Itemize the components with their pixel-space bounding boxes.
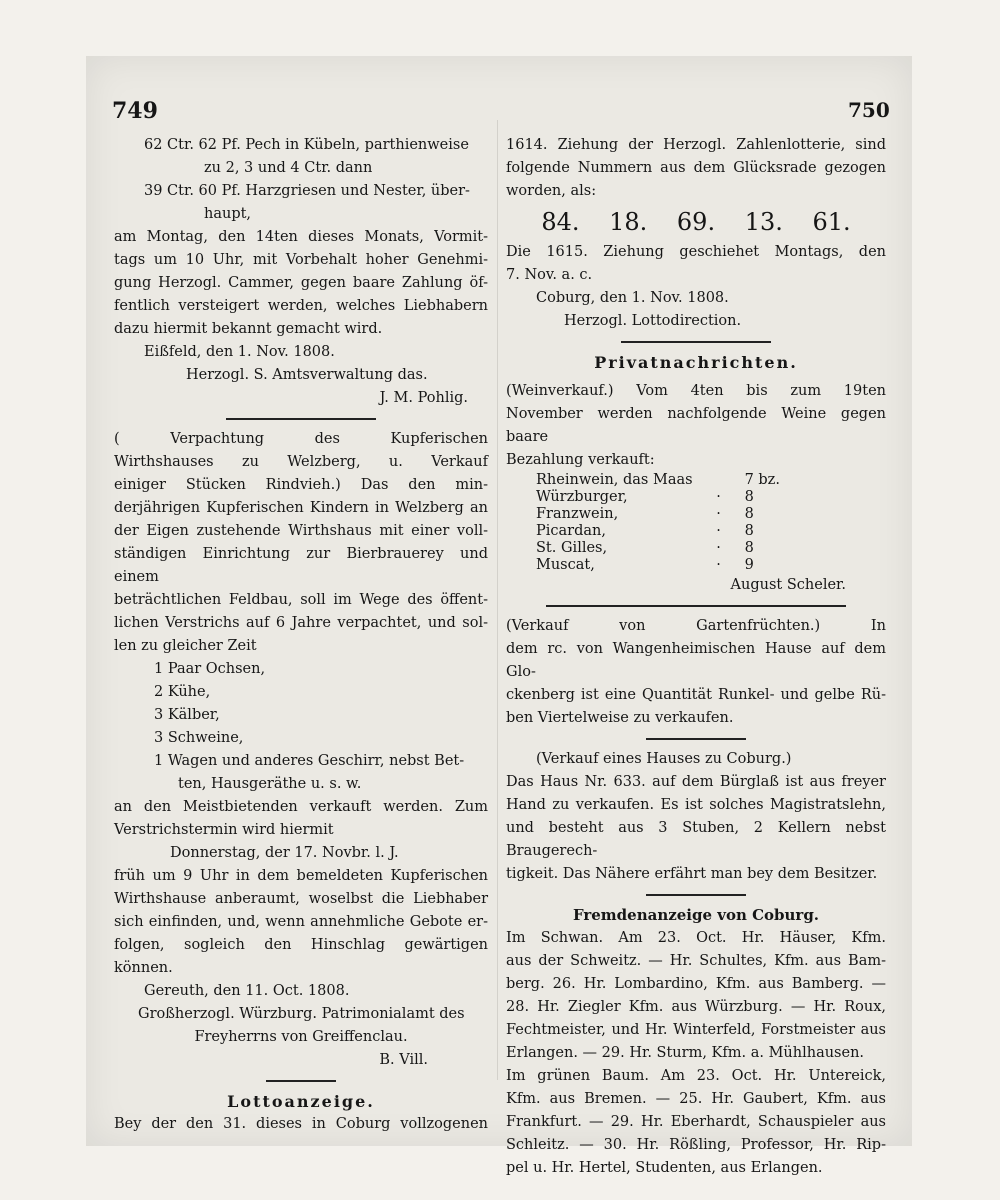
wine-dot: · [716, 489, 721, 505]
wine-name: Muscat, [536, 557, 595, 573]
wine-name: Picardan, [536, 523, 606, 539]
wine-name: Würzburger, [536, 489, 628, 505]
text-line: 7. Nov. a. c. [506, 267, 593, 283]
office-name: Herzogl. S. Amtsverwaltung das. [186, 367, 428, 383]
office-name: Herzogl. Lottodirection. [564, 313, 742, 329]
page-number-right: 750 [848, 98, 890, 122]
text-line: ( Verpachtung des Kupferischen [114, 431, 488, 447]
text-line: Erlangen. — 29. Hr. Sturm, Kfm. a. Mühlhausen. [506, 1045, 865, 1061]
section-divider [546, 605, 846, 607]
section-divider [621, 341, 771, 343]
right-column [506, 134, 886, 1180]
text-line: tags um 10 Uhr, mit Vorbehalt hoher Genehmi- [114, 252, 488, 268]
text-line: 28. Hr. Ziegler Kfm. aus Würzburg. — Hr. Roux, [506, 999, 886, 1015]
private-heading: Privatnachrichten. [594, 353, 798, 372]
text-line: Wirthshause anberaumt, woselbst die Liebhaber [114, 891, 488, 907]
item-line: 39 Ctr. 60 Pf. Harzgriesen und Nester, über- [144, 183, 470, 199]
wine-table [536, 472, 793, 574]
text-line: Verstrichstermin wird hiermit [114, 822, 334, 838]
wine-name: Franzwein, [536, 506, 619, 522]
wine-price: 8 [744, 506, 754, 522]
list-item: ten, Hausgeräthe u. s. w. [178, 776, 362, 792]
text-line: sich einfinden, und, wenn annehmliche Gebote er- [114, 914, 488, 930]
section-divider [266, 1080, 336, 1082]
text-line: beträchtlichen Feldbau, soll im Wege des öffent- [114, 592, 488, 608]
text-line: Im grünen Baum. Am 23. Oct. Hr. Untereick, [506, 1068, 886, 1084]
text-line: November werden nachfolgende Weine gegen baare [506, 406, 886, 445]
signature: August Scheler. [730, 577, 846, 593]
text-line: Hand zu verkaufen. Es ist solches Magistratslehn, [506, 797, 886, 813]
text-line: fentlich versteigert werden, welches Liebhabern [114, 298, 488, 314]
column-fold [497, 120, 498, 1080]
lotto-heading: Lottoanzeige. [227, 1092, 375, 1111]
wine-dot: · [716, 557, 721, 573]
text-line: aus der Schweitz. — Hr. Schultes, Kfm. aus Bam- [506, 953, 886, 969]
signature: J. M. Pohlig. [379, 390, 468, 406]
text-line: (Weinverkauf.) Vom 4ten bis zum 19ten [506, 383, 886, 399]
text-line: einiger Stücken Rindvieh.) Das den min- [114, 477, 488, 493]
list-item: 3 Schweine, [154, 730, 244, 746]
wine-dot: · [716, 523, 721, 539]
list-item: 3 Kälber, [154, 707, 220, 723]
text-line: berg. 26. Hr. Lombardino, Kfm. aus Bamberg. — [506, 976, 886, 992]
place-date: Coburg, den 1. Nov. 1808. [536, 290, 729, 306]
text-line: Im Schwan. Am 23. Oct. Hr. Häuser, Kfm. [506, 930, 886, 946]
text-line: tigkeit. Das Nähere erfährt man bey dem Besitzer. [506, 866, 878, 882]
text-line: (Verkauf von Gartenfrüchten.) In [506, 618, 886, 634]
wine-price: 7 bz. [744, 472, 780, 488]
text-line: lichen Verstrichs auf 6 Jahre verpachtet, und sol- [114, 615, 488, 631]
text-line: und besteht aus 3 Stuben, 2 Kellern nebst Braugerech- [506, 820, 886, 859]
text-line: ckenberg ist eine Quantität Runkel- und gelbe Rü- [506, 687, 886, 703]
text-line: Schleitz. — 30. Hr. Rößling, Professor, Hr. Rip- [506, 1137, 886, 1153]
wine-dot: · [716, 540, 721, 556]
text-line: folgen, sogleich den Hinschlag gewärtigen können. [114, 937, 488, 976]
text-line: am Montag, den 14ten dieses Monats, Vormit- [114, 229, 488, 245]
wine-row [536, 489, 793, 506]
place-date: Eißfeld, den 1. Nov. 1808. [144, 344, 335, 360]
text-line: dazu hiermit bekannt gemacht wird. [114, 321, 383, 337]
wine-name: Rheinwein, das Maas [536, 472, 693, 488]
wine-row [536, 557, 793, 574]
place-date: Gereuth, den 11. Oct. 1808. [144, 983, 350, 999]
wine-name: St. Gilles, [536, 540, 608, 556]
text-line: derjährigen Kupferischen Kindern in Welzberg an [114, 500, 488, 516]
wine-row [536, 472, 793, 489]
text-line: worden, als: [506, 183, 597, 199]
text-line: an den Meistbietenden verkauft werden. Zum [114, 799, 488, 815]
text-line: Fechtmeister, und Hr. Winterfeld, Forstmeister aus [506, 1022, 886, 1038]
text-line: dem rc. von Wangenheimischen Hause auf dem Glo- [506, 641, 886, 680]
wine-price: 8 [744, 540, 754, 556]
item-line: 62 Ctr. 62 Pf. Pech in Kübeln, parthienweise [144, 137, 469, 153]
list-item: 1 Wagen und anderes Geschirr, nebst Bet- [154, 753, 465, 769]
text-line: Bezahlung verkauft: [506, 452, 655, 468]
text-line: früh um 9 Uhr in dem bemeldeten Kupferischen [114, 868, 488, 884]
wine-dot [701, 472, 745, 489]
item-line: zu 2, 3 und 4 Ctr. dann [204, 160, 373, 176]
section-divider [226, 418, 376, 420]
text-line: (Verkauf eines Hauses zu Coburg.) [536, 751, 792, 767]
item-line: haupt, [204, 206, 252, 222]
list-item: 1 Paar Ochsen, [154, 661, 266, 677]
left-column [114, 134, 488, 1136]
travel-heading: Fremdenanzeige von Coburg. [572, 906, 820, 924]
text-line: Frankfurt. — 29. Hr. Eberhardt, Schauspieler aus [506, 1114, 886, 1130]
text-line: len zu gleicher Zeit [114, 638, 257, 654]
office-name: Großherzogl. Würzburg. Patrimonialamt des [138, 1006, 465, 1022]
wine-row [536, 506, 793, 523]
wine-price: 8 [744, 489, 754, 505]
lotto-numbers: 84. 18. 69. 13. 61. [541, 208, 851, 236]
section-divider [646, 738, 746, 740]
section-divider [646, 894, 746, 896]
text-line: gung Herzogl. Cammer, gegen baare Zahlung öf- [114, 275, 488, 291]
office-name: Freyherrns von Greiffenclau. [194, 1029, 408, 1045]
wine-price: 9 [744, 557, 754, 573]
wine-price: 8 [744, 523, 754, 539]
text-line: pel u. Hr. Hertel, Studenten, aus Erlangen. [506, 1160, 823, 1176]
text-line: 1614. Ziehung der Herzogl. Zahlenlotterie, sind [506, 137, 886, 153]
date-line: Donnerstag, der 17. Novbr. l. J. [170, 845, 399, 861]
text-line: Die 1615. Ziehung geschiehet Montags, den [506, 244, 886, 260]
wine-row [536, 523, 793, 540]
text-line: folgende Nummern aus dem Glücksrade gezogen [506, 160, 886, 176]
text-line: Bey der den 31. dieses in Coburg vollzogenen [114, 1116, 488, 1132]
text-line: ben Viertelweise zu verkaufen. [506, 710, 734, 726]
text-line: Kfm. aus Bremen. — 25. Hr. Gaubert, Kfm. aus [506, 1091, 886, 1107]
text-line: ständigen Einrichtung zur Bierbrauerey und einem [114, 546, 488, 585]
page-number-left: 749 [112, 98, 158, 124]
wine-row [536, 540, 793, 557]
wine-dot: · [716, 506, 721, 522]
list-item: 2 Kühe, [154, 684, 211, 700]
text-line: Wirthshauses zu Welzberg, u. Verkauf [114, 454, 488, 470]
text-line: Das Haus Nr. 633. auf dem Bürglaß ist aus freyer [506, 774, 886, 790]
text-line: der Eigen zustehende Wirthshaus mit einer voll- [114, 523, 488, 539]
signature: B. Vill. [379, 1052, 428, 1068]
